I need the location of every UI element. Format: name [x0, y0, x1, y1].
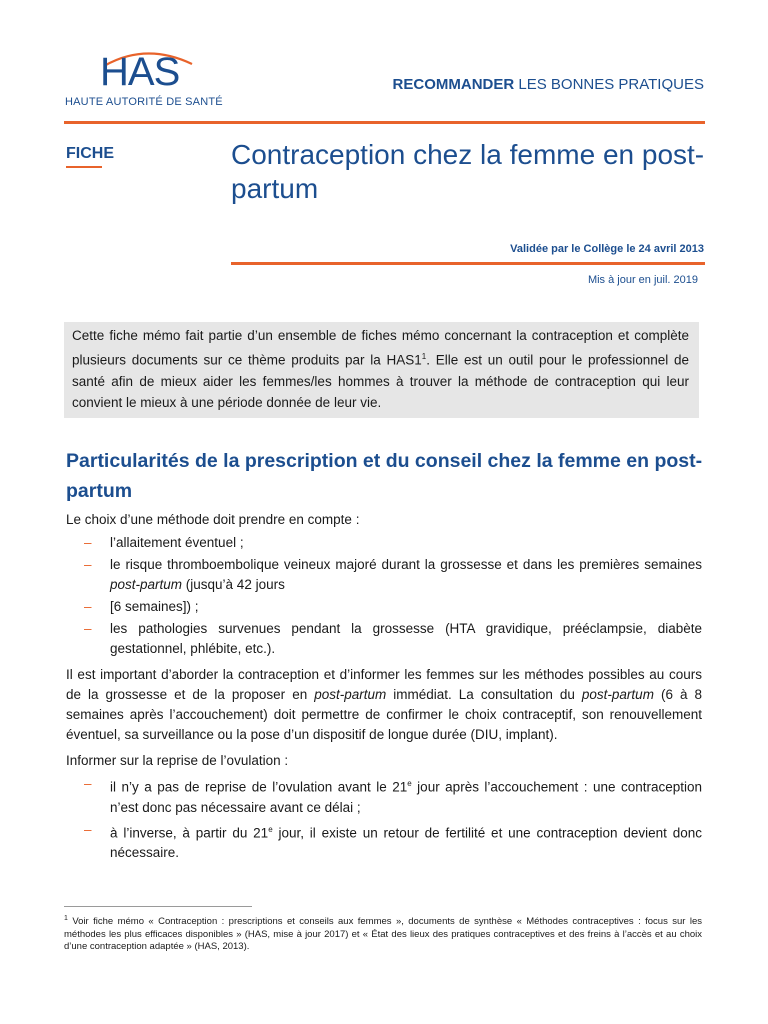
intro-text-before: Cette fiche mémo fait partie d’un ensemble de fiches mémo concernant la contraception et complète plusieurs documents sur ce thème produits par la HAS1	[72, 328, 689, 368]
dash-icon: –	[84, 821, 92, 837]
doc-type-underline	[66, 166, 102, 168]
list-item	[66, 774, 702, 818]
dash-icon: –	[84, 776, 92, 791]
lead-paragraph-2: Informer sur la reprise de l’ovulation :	[66, 753, 289, 768]
dash-icon: –	[84, 557, 92, 572]
dash-icon: –	[84, 535, 92, 550]
list-item	[66, 555, 702, 595]
section-heading: Particularités de la prescription et du conseil chez la femme en post-partum	[66, 450, 703, 502]
dash-icon: –	[84, 621, 92, 636]
list-item-text: l’allaitement éventuel ;	[110, 535, 244, 550]
ordinal-sup: e	[268, 824, 273, 834]
intro-footnote-ref[interactable]: 1	[421, 352, 427, 361]
logo-letters: HAS	[100, 50, 180, 94]
intro-box	[64, 322, 699, 418]
list-item-text: jour après l’accouchement : une contraception n’est donc pas nécessaire avant ce délai ;	[110, 779, 703, 815]
list-item-text: les pathologies survenues pendant la grossesse (HTA gravidique, prééclampsie, diabète gestationnel, phlébite, etc.).	[110, 621, 702, 656]
doc-type-label: FICHE	[66, 145, 114, 162]
page-title: Contraception chez la femme en post-partum	[231, 139, 705, 204]
list-item	[66, 533, 702, 553]
para-text: Il est important d’aborder la contraception et d’informer les femmes sur les méthodes possibles au cours de la grossesse et de la proposer en	[66, 667, 702, 702]
tagline-rest: LES BONNES PRATIQUES	[514, 76, 704, 93]
logo-subtitle: HAUTE AUTORITÉ DE SANTÉ	[65, 96, 223, 108]
dash-icon: –	[84, 599, 92, 614]
list-item-text: [6 semaines]) ;	[110, 599, 199, 614]
list-item	[66, 820, 702, 864]
list-item-text: il n’y a pas de reprise de l’ovulation avant le 21	[110, 779, 408, 795]
paragraph-consultation	[66, 665, 702, 745]
considerations-list	[66, 533, 702, 659]
title-divider	[231, 262, 705, 265]
footnote	[64, 913, 702, 954]
para-text: immédiat. La consultation du	[386, 687, 582, 702]
section-body	[66, 510, 702, 865]
list-item	[66, 619, 702, 659]
footnote-text: Voir fiche mémo « Contraception : prescriptions et conseils aux femmes », documents de synthèse « Méthodes contraceptives : focus sur les méthodes les plus efficaces disponibles » (HAS, mise à jour 2017) et « État des lieux des pratiques contraceptives et des freins à l’accès et au choix d’une contraception adaptée » (HAS, 2013).	[64, 916, 702, 953]
update-date: Mis à jour en juil. 2019	[587, 274, 698, 286]
lead-paragraph-1: Le choix d’une méthode doit prendre en compte :	[66, 512, 360, 527]
list-item	[66, 597, 702, 617]
para-italic: post-partum	[314, 687, 387, 702]
list-item-text: jour, il existe un retour de fertilité et une contraception devient donc nécessaire.	[110, 825, 702, 860]
intro-text-after: . Elle est un outil pour le professionnel de santé afin de mieux aider les femmes/les hommes à trouver la méthode de contraception qui leur convient le mieux à une période donnée de leur vie.	[72, 352, 689, 410]
list-item-italic: post-partum	[110, 577, 183, 592]
para-text: (6 à 8 semaines après l’accouchement) doit permettre de confirmer le choix contraceptif, son renouvellement éventuel, sa surveillance ou la pose d’un dispositif de longue durée (DIU, implant).	[66, 687, 702, 742]
tagline-bold: RECOMMANDER	[392, 76, 515, 93]
footnote-rule	[64, 906, 252, 907]
header-divider	[64, 121, 705, 124]
ovulation-list	[66, 774, 702, 863]
list-item-text: à l’inverse, à partir du 21	[110, 825, 269, 840]
para-italic: post-partum	[581, 687, 654, 702]
list-item-text-tail: (jusqu’à 42 jours	[182, 577, 285, 592]
validation-date: Validée par le Collège le 24 avril 2013	[510, 243, 704, 255]
ordinal-sup: e	[407, 779, 412, 788]
list-item-text: le risque thromboembolique veineux majoré durant la grossesse et dans les premières semaines	[110, 557, 702, 572]
footnote-number: 1	[64, 915, 68, 922]
header-tagline	[393, 76, 704, 93]
